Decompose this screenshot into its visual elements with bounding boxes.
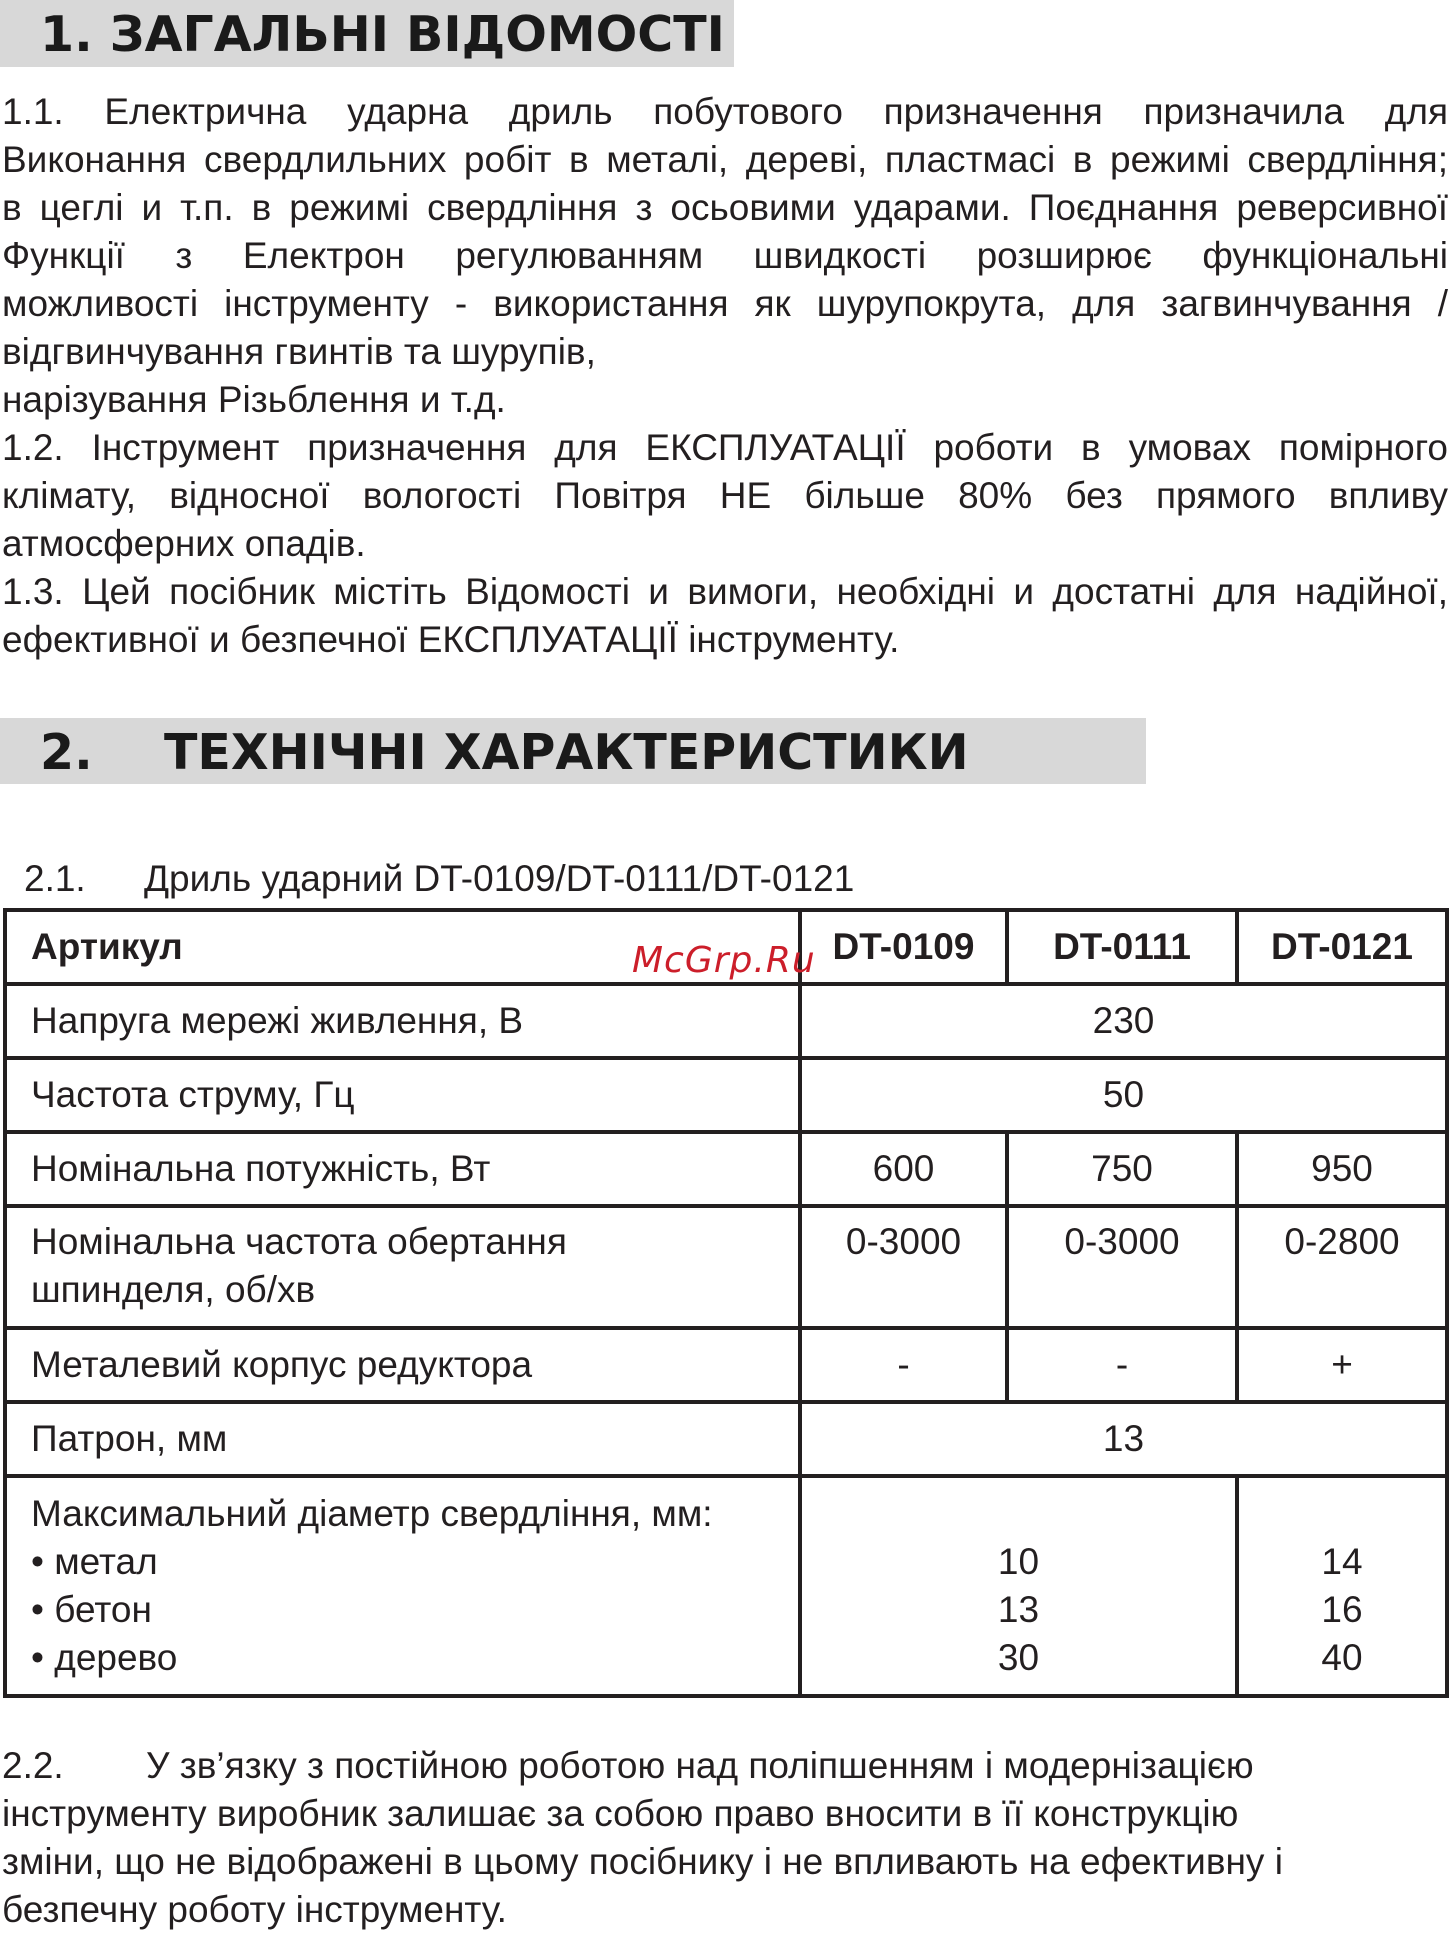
table-row-voltage (5, 984, 1447, 1058)
row-value: 16 (1321, 1589, 1363, 1630)
text-line: в цеглі и т.п. в режимі свердління з осьовими ударами. Поєднання реверсивної (2, 187, 1448, 228)
row-label-line: Номінальна частота обертання (31, 1221, 567, 1262)
paragraph-1-2 (2, 424, 1448, 568)
row-value: 600 (800, 1132, 1007, 1206)
row-value: 30 (997, 1637, 1040, 1678)
row-value: 14 (1321, 1541, 1363, 1582)
row-value: 0-3000 (1007, 1206, 1237, 1328)
row-label (5, 1476, 800, 1696)
row-label-line: шпинделя, об/хв (31, 1269, 316, 1310)
subsection-number: 2.1. (24, 858, 86, 899)
spec-table (3, 908, 1449, 1698)
list-item: • метал (31, 1541, 158, 1582)
subsection-2-1 (24, 855, 854, 903)
paragraph-1-1 (2, 88, 1448, 424)
text-line: Виконання свердлильних робіт в металі, дереві, пластмасі в режимі свердління; (2, 139, 1448, 180)
section-title: ТЕХНІЧНІ ХАРАКТЕРИСТИКИ (164, 724, 969, 781)
section-title: 1. ЗАГАЛЬНІ ВІДОМОСТІ (40, 6, 725, 63)
row-label (5, 1206, 800, 1328)
header-cell-model: DT-0121 (1237, 910, 1447, 984)
text-line: 1.1. Електрична ударна дриль побутового призначення призначила для (2, 91, 1448, 132)
paragraph-1-3 (2, 568, 1448, 664)
text-line: можливості інструменту - використання як шурупокрута, для загвинчування / (2, 283, 1448, 324)
row-value: 40 (1321, 1637, 1363, 1678)
row-value-group (1237, 1476, 1447, 1696)
text-line: інструменту виробник залишає за собою право вносити в її конструкцію (2, 1793, 1239, 1834)
header-cell-model: DT-0109 (800, 910, 1007, 984)
table-row-speed (5, 1206, 1447, 1328)
text-line: клімату, відносної вологості Повітря НЕ більше 80% без прямого впливу (2, 475, 1448, 516)
row-value: - (800, 1328, 1007, 1402)
text-line: ефективної и безпечної ЕКСПЛУАТАЦІЇ інструменту. (2, 619, 900, 660)
row-value: 13 (997, 1589, 1040, 1630)
text-line: атмосферних опадів. (2, 523, 366, 564)
text-line: безпечну роботу інструменту. (2, 1889, 507, 1930)
subsection-title: Дриль ударний DT-0109/DT-0111/DT-0121 (144, 858, 855, 899)
section-heading-specs (0, 718, 1146, 784)
table-row-frequency (5, 1058, 1447, 1132)
text-line: зміни, що не відображені в цьому посібнику і не впливають на ефективну і (2, 1841, 1283, 1882)
text-span: У зв’язку з постійною роботою над поліпшенням і модернізацією (146, 1745, 1254, 1786)
paragraph-2-2 (2, 1742, 1448, 1933)
row-value: 950 (1237, 1132, 1447, 1206)
row-label: Патрон, мм (5, 1402, 800, 1476)
row-label: Металевий корпус редуктора (5, 1328, 800, 1402)
watermark: McGrp.Ru (632, 940, 816, 981)
row-value: - (1007, 1328, 1237, 1402)
row-value: 0-3000 (800, 1206, 1007, 1328)
text-line: відгвинчування гвинтів та шурупів, (2, 331, 596, 372)
table-row-diameter (5, 1476, 1447, 1696)
text-line: нарізування Різьблення и т.д. (2, 379, 506, 420)
list-item: • бетон (31, 1589, 152, 1630)
text-line (2, 1742, 1448, 1790)
row-value: 0-2800 (1237, 1206, 1447, 1328)
row-value: 50 (800, 1058, 1447, 1132)
paragraph-number: 2.2. (2, 1745, 64, 1786)
row-label-line: Максимальний діаметр свердління, мм: (31, 1493, 713, 1534)
row-label: Напруга мережі живлення, В (5, 984, 800, 1058)
text-line: 1.3. Цей посібник містіть Відомості и вимоги, необхідні и достатні для надійної, (2, 571, 1448, 612)
list-item: • дерево (31, 1637, 178, 1678)
section-heading-general (0, 0, 734, 67)
table-row-chuck (5, 1402, 1447, 1476)
text-line: 1.2. Інструмент призначення для ЕКСПЛУАТАЦІЇ роботи в умовах помірного (2, 427, 1448, 468)
header-cell-model: DT-0111 (1007, 910, 1237, 984)
table-row-power (5, 1132, 1447, 1206)
row-value: 10 (997, 1541, 1040, 1582)
row-label: Номінальна потужність, Вт (5, 1132, 800, 1206)
row-value: 750 (1007, 1132, 1237, 1206)
table-row-housing (5, 1328, 1447, 1402)
row-value: + (1237, 1328, 1447, 1402)
section-number: 2. (40, 724, 93, 781)
row-value: 13 (800, 1402, 1447, 1476)
row-label: Частота струму, Гц (5, 1058, 800, 1132)
text-line: Функції з Електрон регулюванням швидкості розширює функціональні (2, 235, 1448, 276)
header-cell-article: Артикул (5, 910, 800, 984)
row-value: 230 (800, 984, 1447, 1058)
row-value-group (800, 1476, 1237, 1696)
